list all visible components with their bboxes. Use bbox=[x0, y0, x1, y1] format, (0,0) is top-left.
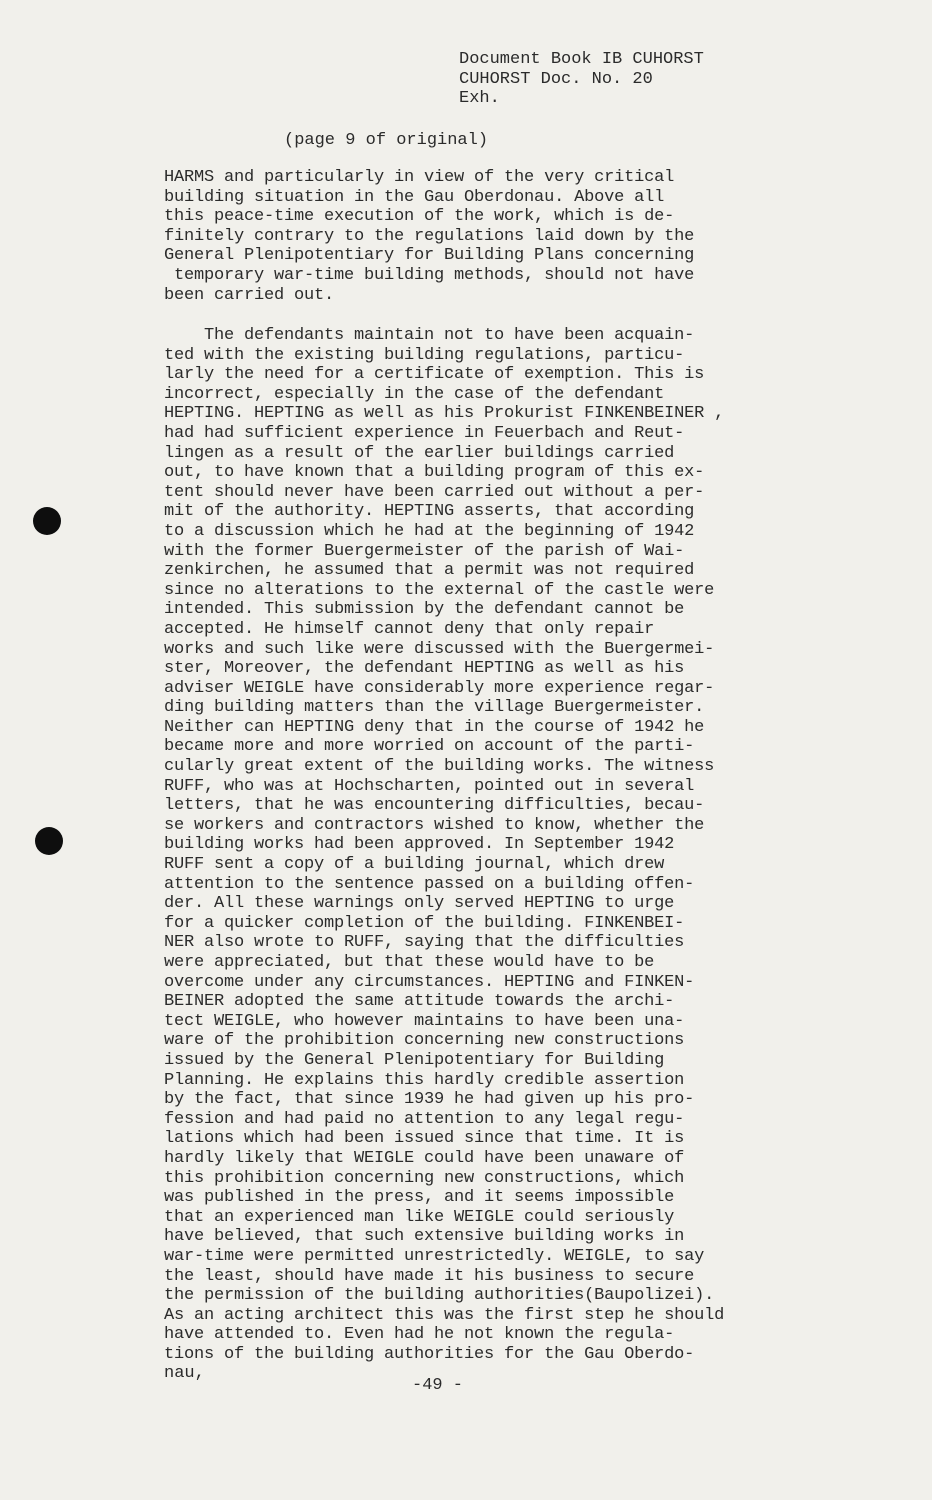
text-line: ware of the prohibition concerning new constructions bbox=[164, 1031, 685, 1051]
document-header bbox=[459, 50, 704, 109]
text-line: this peace-time execution of the work, which is de- bbox=[164, 207, 675, 227]
header-line-doc-number: CUHORST Doc. No. 20 bbox=[459, 69, 653, 89]
text-line: that an experienced man like WEIGLE could seriously bbox=[164, 1207, 675, 1227]
text-line: RUFF, who was at Hochscharten, pointed out in several bbox=[164, 776, 695, 796]
paragraph-2 bbox=[164, 326, 844, 1364]
text-line: lingen as a result of the earlier buildings carried bbox=[164, 443, 675, 463]
text-line: tect WEIGLE, who however maintains to have been una- bbox=[164, 1011, 685, 1031]
text-line: since no alterations to the external of the castle were bbox=[164, 580, 715, 600]
text-line: The defendants maintain not to have been acquain- bbox=[164, 326, 695, 345]
text-line: lations which had been issued since that time. It is bbox=[164, 1129, 685, 1149]
text-line: letters, that he was encountering difficulties, becau- bbox=[164, 796, 705, 816]
text-line: cularly great extent of the building works. The witness bbox=[164, 757, 715, 777]
text-line: the permission of the building authorities(Baupolizei). bbox=[164, 1286, 715, 1306]
text-line: were appreciated, but that these would have to be bbox=[164, 953, 655, 972]
text-line: to a discussion which he had at the beginning of 1942 bbox=[164, 521, 695, 541]
page-number: -49 - bbox=[412, 1376, 464, 1395]
header-line-book: Document Book IB CUHORST bbox=[459, 50, 704, 69]
text-line: fession and had paid no attention to any legal regu- bbox=[164, 1109, 685, 1129]
text-line: der. All these warnings only served HEPTING to urge bbox=[164, 894, 675, 914]
text-line: with the former Buergermeister of the parish of Wai- bbox=[164, 541, 685, 561]
text-line: incorrect, especially in the case of the defendant bbox=[164, 384, 665, 404]
text-line: the least, should have made it his business to secure bbox=[164, 1266, 695, 1286]
page-reference: (page 9 of original) bbox=[284, 131, 489, 150]
text-line: war-time were permitted unrestrictedly. WEIGLE, to say bbox=[164, 1246, 705, 1266]
text-line: ding building matters than the village Buergermeister. bbox=[164, 698, 705, 718]
text-line: hardly likely that WEIGLE could have been unaware of bbox=[164, 1148, 685, 1168]
text-line: As an acting architect this was the first step he should bbox=[164, 1305, 725, 1325]
text-line: works and such like were discussed with the Buergermei- bbox=[164, 639, 715, 659]
text-line: HARMS and particularly in view of the very critical bbox=[164, 168, 675, 187]
text-line: out, to have known that a building program of this ex- bbox=[164, 463, 705, 483]
text-line: General Plenipotentiary for Building Plans concerning bbox=[164, 246, 695, 266]
text-line: se workers and contractors wished to know, whether the bbox=[164, 815, 705, 835]
paragraph-1 bbox=[164, 168, 844, 305]
text-line: building works had been approved. In September 1942 bbox=[164, 835, 675, 855]
continuation-word: nau, bbox=[164, 1364, 205, 1383]
text-line: ster, Moreover, the defendant HEPTING as well as his bbox=[164, 659, 685, 679]
text-line: had had sufficient experience in Feuerbach and Reut- bbox=[164, 423, 685, 443]
text-line: tent should never have been carried out without a per- bbox=[164, 482, 705, 502]
text-line: was published in the press, and it seems impossible bbox=[164, 1188, 675, 1208]
text-line: ted with the existing building regulations, particu- bbox=[164, 345, 685, 365]
text-line: finitely contrary to the regulations laid down by the bbox=[164, 226, 695, 246]
text-line: issued by the General Plenipotentiary for Building bbox=[164, 1050, 665, 1070]
text-line: have attended to. Even had he not known the regula- bbox=[164, 1325, 675, 1345]
text-line: attention to the sentence passed on a building offen- bbox=[164, 874, 695, 894]
text-line: NER also wrote to RUFF, saying that the difficulties bbox=[164, 933, 685, 953]
text-line: overcome under any circumstances. HEPTING and FINKEN- bbox=[164, 972, 695, 992]
text-line: have believed, that such extensive building works in bbox=[164, 1227, 685, 1247]
punch-hole bbox=[33, 507, 61, 535]
text-line: mit of the authority. HEPTING asserts, that according bbox=[164, 502, 695, 522]
text-line: Planning. He explains this hardly credible assertion bbox=[164, 1070, 685, 1090]
text-line: RUFF sent a copy of a building journal, which drew bbox=[164, 855, 665, 875]
punch-hole bbox=[35, 827, 63, 855]
text-line: for a quicker completion of the building. FINKENBEI- bbox=[164, 913, 685, 933]
text-line: became more and more worried on account of the parti- bbox=[164, 737, 695, 757]
text-line: by the fact, that since 1939 he had given up his pro- bbox=[164, 1090, 695, 1110]
text-line: Neither can HEPTING deny that in the course of 1942 he bbox=[164, 717, 705, 737]
header-line-exhibit: Exh. bbox=[459, 89, 500, 109]
text-line: accepted. He himself cannot deny that only repair bbox=[164, 619, 655, 639]
text-line: temporary war-time building methods, should not have bbox=[164, 265, 695, 285]
text-line: BEINER adopted the same attitude towards the archi- bbox=[164, 992, 675, 1012]
text-line: HEPTING. HEPTING as well as his Prokurist FINKENBEINER , bbox=[164, 404, 725, 424]
text-line: tions of the building authorities for the Gau Oberdo- bbox=[164, 1344, 695, 1364]
text-line: intended. This submission by the defendant cannot be bbox=[164, 600, 685, 620]
text-line: this prohibition concerning new constructions, which bbox=[164, 1168, 685, 1188]
text-line: larly the need for a certificate of exemption. This is bbox=[164, 365, 705, 385]
text-line: adviser WEIGLE have considerably more experience regar- bbox=[164, 678, 715, 698]
text-line: building situation in the Gau Oberdonau. Above all bbox=[164, 187, 665, 207]
text-line: been carried out. bbox=[164, 285, 335, 305]
text-line: zenkirchen, he assumed that a permit was not required bbox=[164, 561, 695, 581]
